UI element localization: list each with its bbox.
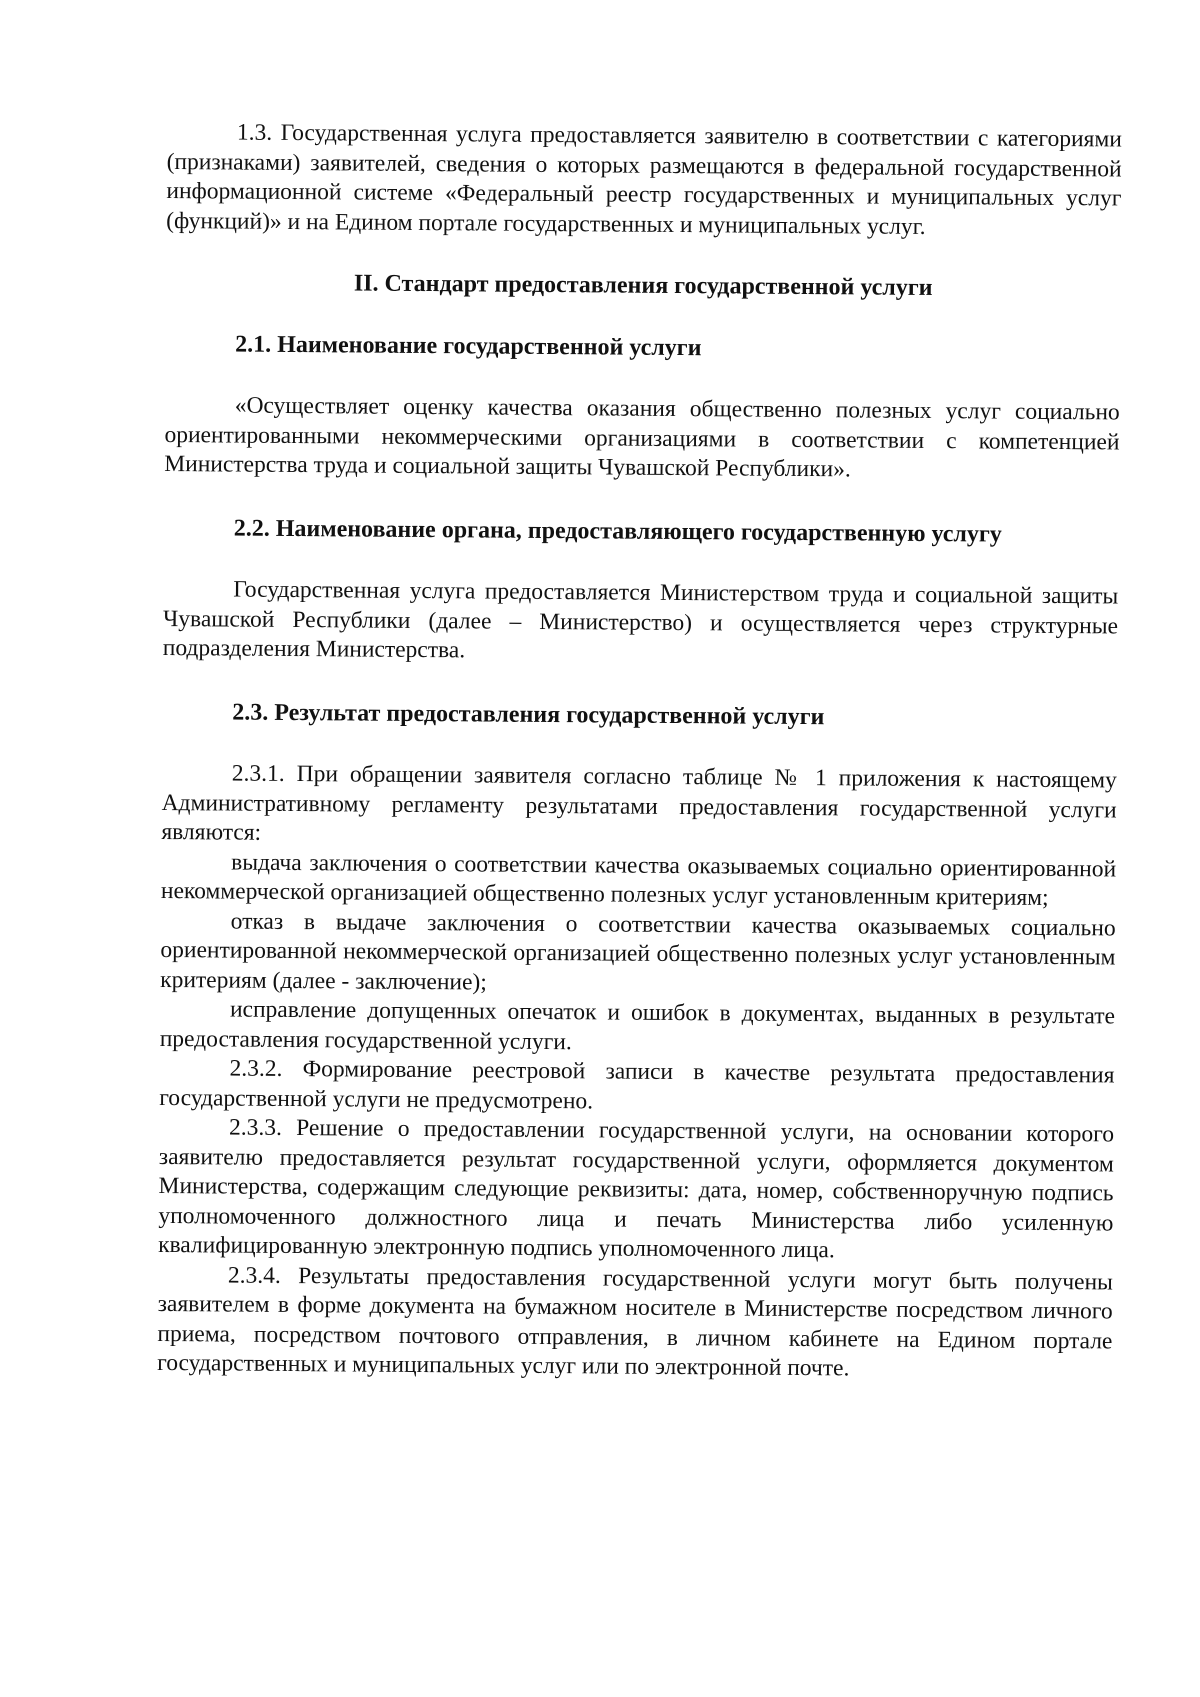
paragraph-2-3-1: 2.3.1. При обращении заявителя согласно таблице № 1 приложения к настоящему Административному регламенту результатами предоставления государственной услуги являются: (161, 760, 1117, 846)
paragraph-2-1: «Осуществляет оценку качества оказания общественно полезных услуг социально ориентированными некоммерческими организациями в соответствии с компетенцией Министерства труда и социальной защиты Чувашской Республики». (164, 392, 1120, 483)
paragraph-2-3-2: 2.3.2. Формирование реестровой записи в качестве результата предоставления государственной услуги не предусмотрено. (159, 1055, 1115, 1114)
document-body (157, 118, 1122, 1386)
paragraph-2-2: Государственная услуга предоставляется Министерством труда и социальной защиты Чувашской Республики (далее – Министерство) и осуществляется через структурные подразделения Министерства. (162, 576, 1119, 664)
paragraph-2-3-1-item-a: выдача заключения о соответствии качества оказываемых социально ориентированной некоммерческой организацией общественно полезных услуг установленным критериям; (160, 849, 1117, 911)
heading-2-3: 2.3. Результат предоставления государственной услуги (232, 699, 825, 730)
paragraph-2-3-3: 2.3.3. Решение о предоставлении государственной услуги, на основании которого заявителю предоставляется результат государственной услуги, оформляется документом Министерства, содержащим следующие реквизиты: дата, номер, собственноручную подпись уполномоченного должностного лица и печать Министерства либо усиленную квалифицированную электронную подпись уполномоченного лица. (158, 1114, 1115, 1264)
paragraph-2-3-4: 2.3.4. Результаты предоставления государственной услуги могут быть получены заявителем в форме документа на бумажном носителе в Министерстве посредством личного приема, посредством почтового отправления, в личном кабинете на Едином портале государственных и муниципальных услуг или по электронной почте. (157, 1262, 1113, 1382)
section-2-title: II. Стандарт предоставления государственной услуги (353, 270, 933, 302)
paragraph-2-3-1-item-c: исправление допущенных опечаток и ошибок в документах, выданных в результате предоставления государственной услуги. (159, 996, 1116, 1055)
paragraph-2-3-1-item-b: отказ в выдаче заключения о соответствии качества оказываемых социально ориентированной некоммерческой организацией общественно полезных услуг установленным критериям (далее - заключение); (160, 908, 1116, 996)
heading-2-2: 2.2. Наименование органа, предоставляющего государственную услугу (233, 515, 1002, 548)
paragraph-1-3: 1.3. Государственная услуга предоставляется заявителю в соответствии с категориями (признаками) заявителей, сведения о которых размещаются в федеральной государственной информационной системе «Федеральный реестр государственных и муниципальных услуг (функций)» и на Едином портале государственных и муниципальных услуг. (166, 119, 1122, 240)
heading-2-1: 2.1. Наименование государственной услуги (235, 331, 702, 361)
